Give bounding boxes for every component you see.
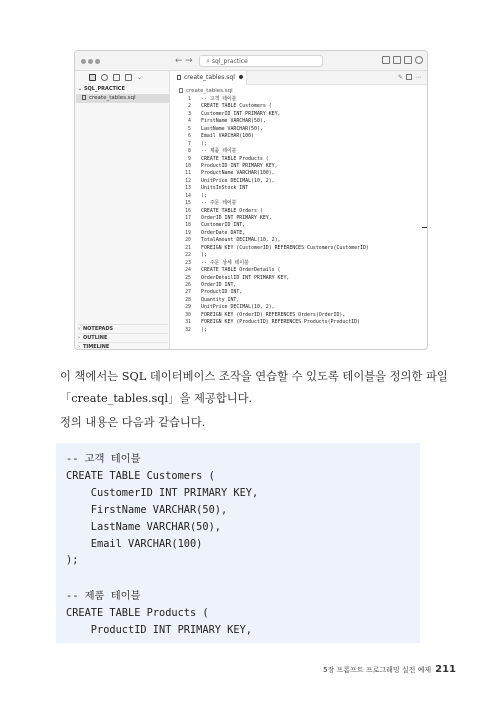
code-text: FirstName VARCHAR(50), <box>201 118 266 125</box>
code-text: OrderDate DATE, <box>201 229 246 236</box>
line-number: 2 <box>188 103 191 110</box>
code-text: TotalAmount DECIMAL(10, 2), <box>201 237 281 244</box>
scrollbar-marker[interactable] <box>422 227 427 228</box>
source-control-icon[interactable] <box>113 74 120 81</box>
code-line <box>173 260 423 267</box>
edit-pencil-icon[interactable]: ✎ <box>397 74 403 81</box>
editor-screenshot <box>74 50 428 350</box>
chevron-right-icon: › <box>78 326 80 332</box>
timeline-label: TIMELINE <box>83 344 110 350</box>
body-paragraph-line: 「create_tables.sql」을 제공합니다. <box>60 392 253 405</box>
activity-icons <box>89 74 142 81</box>
code-text: CREATE TABLE Products ( <box>201 155 269 162</box>
code-block-line: -- 제품 테이블 <box>66 590 141 602</box>
code-text: CustomerID INT PRIMARY KEY, <box>201 110 281 117</box>
explorer-sidebar <box>75 71 170 350</box>
code-block-line: ); <box>66 554 79 566</box>
line-number: 3 <box>188 110 191 117</box>
code-line <box>173 208 423 215</box>
code-text: FOREIGN KEY (CustomerID) REFERENCES Customers(CustomerID) <box>201 244 369 251</box>
file-icon <box>177 75 181 80</box>
line-number: 16 <box>185 207 191 214</box>
code-line <box>173 163 423 170</box>
code-line <box>173 275 423 282</box>
code-text: ProductName VARCHAR(100), <box>201 170 275 177</box>
line-number: 15 <box>185 200 191 207</box>
line-number: 11 <box>185 170 191 177</box>
code-block <box>56 443 420 643</box>
explorer-icon[interactable] <box>89 74 96 81</box>
line-number: 8 <box>188 148 191 155</box>
code-block-line: ProductID INT PRIMARY KEY, <box>66 624 252 636</box>
search-icon: ⌕ <box>206 57 210 65</box>
window-maximize-dot[interactable] <box>95 59 100 64</box>
line-number: 5 <box>188 125 191 132</box>
code-editor[interactable] <box>173 96 423 334</box>
page-number: 211 <box>435 664 456 675</box>
code-line <box>173 156 423 163</box>
code-line <box>173 96 423 103</box>
notepads-section[interactable] <box>78 324 168 333</box>
code-text: FOREIGN KEY (OrderID) REFERENCES Orders(OrderID), <box>201 311 346 318</box>
sidebar-file-item[interactable] <box>76 94 169 103</box>
notepads-label: NOTEPADS <box>83 326 114 332</box>
extensions-icon[interactable] <box>125 74 132 81</box>
code-text: -- 주문 테이블 <box>201 200 237 207</box>
code-text: UnitsInStock INT <box>201 185 249 192</box>
file-icon <box>179 88 183 93</box>
project-folder-label: SQL_PRACTICE <box>83 86 125 92</box>
line-number: 7 <box>188 140 191 147</box>
code-text: CREATE TABLE OrderDetails ( <box>201 267 281 274</box>
code-line <box>173 193 423 200</box>
code-block-line: -- 고객 테이블 <box>66 453 141 465</box>
code-text: OrderDetailID INT PRIMARY KEY, <box>201 274 290 281</box>
code-line <box>173 319 423 326</box>
editor-actions <box>398 74 421 82</box>
code-line <box>173 170 423 177</box>
code-line <box>173 126 423 133</box>
code-line <box>173 304 423 311</box>
code-block-line: FirstName VARCHAR(50), <box>66 504 228 516</box>
code-line <box>173 215 423 222</box>
line-number: 14 <box>185 192 191 199</box>
code-text: ProductID INT, <box>201 289 243 296</box>
line-number: 21 <box>185 244 191 251</box>
code-text: -- 주문 상세 테이블 <box>201 259 249 266</box>
code-line <box>173 327 423 334</box>
code-text: UnitPrice DECIMAL(10, 2), <box>201 177 275 184</box>
line-number: 6 <box>188 133 191 140</box>
outline-section[interactable] <box>78 333 168 342</box>
page-footer <box>323 664 456 676</box>
line-number: 1 <box>188 96 191 102</box>
chevron-right-icon: › <box>78 344 80 350</box>
code-text: LastName VARCHAR(50), <box>201 125 263 132</box>
toggle-panel-icon[interactable] <box>393 56 401 64</box>
line-number: 30 <box>185 311 191 318</box>
command-search-box[interactable] <box>199 55 323 67</box>
code-line <box>173 312 423 319</box>
search-view-icon[interactable] <box>101 74 108 81</box>
breadcrumb-label: create_tables.sql <box>186 88 233 94</box>
code-text: CustomerID INT, <box>201 222 246 229</box>
chevron-right-icon: › <box>78 335 80 341</box>
line-number: 29 <box>185 304 191 311</box>
code-line <box>173 289 423 296</box>
code-line <box>173 185 423 192</box>
forward-arrow-icon[interactable]: → <box>185 56 193 66</box>
back-arrow-icon[interactable]: ← <box>175 56 183 66</box>
tab-label: create_tables.sql <box>184 74 235 81</box>
code-line <box>173 237 423 244</box>
toggle-sidebar-icon[interactable] <box>382 56 390 64</box>
code-line <box>173 252 423 259</box>
code-line <box>173 245 423 252</box>
code-text: ); <box>201 192 207 199</box>
line-number: 23 <box>185 259 191 266</box>
outline-label: OUTLINE <box>83 335 108 341</box>
sidebar-file-label: create_tables.sql <box>89 95 136 101</box>
search-text: sql_practice <box>211 58 248 65</box>
line-number: 22 <box>185 252 191 259</box>
toggle-secondary-sidebar-icon[interactable] <box>404 56 412 64</box>
code-line <box>173 200 423 207</box>
code-text: OrderID INT PRIMARY KEY, <box>201 215 272 221</box>
body-paragraph-line: 이 책에서는 SQL 데이터베이스 조작을 연습할 수 있도록 테이블을 정의한 파일 <box>60 370 448 383</box>
more-actions-icon[interactable]: ⋯ <box>415 74 421 81</box>
layout-toolbar <box>382 56 423 64</box>
code-line <box>173 230 423 237</box>
project-folder[interactable]: ⌄ SQL_PRACTICE <box>78 86 125 92</box>
line-number: 24 <box>185 267 191 274</box>
code-text: Email VARCHAR(100) <box>201 133 254 140</box>
tab-create-tables[interactable] <box>171 71 247 85</box>
line-number: 10 <box>185 162 191 169</box>
line-number: 32 <box>185 326 191 333</box>
code-text: CREATE TABLE Customers ( <box>201 103 272 110</box>
code-text: Quantity INT, <box>201 296 240 303</box>
chapter-title: 5장 프롬프트 프로그래밍 실전 예제 <box>323 666 432 674</box>
file-icon <box>82 95 86 100</box>
line-number: 31 <box>185 319 191 326</box>
code-line <box>173 133 423 140</box>
window-minimize-dot[interactable] <box>88 59 93 64</box>
code-block-line: Email VARCHAR(100) <box>66 538 203 550</box>
code-line <box>173 111 423 118</box>
code-text: -- 고객 테이블 <box>201 96 237 102</box>
code-block-line: LastName VARCHAR(50), <box>66 521 221 533</box>
code-line <box>173 267 423 274</box>
line-number: 28 <box>185 296 191 303</box>
code-text: OrderID INT, <box>201 281 237 288</box>
code-text: ProductID INT PRIMARY KEY, <box>201 162 278 169</box>
code-line <box>173 222 423 229</box>
code-block-line: CustomerID INT PRIMARY KEY, <box>66 487 259 499</box>
code-text: -- 제품 테이블 <box>201 148 237 155</box>
body-paragraph: 정의 내용은 다음과 같습니다. <box>60 416 206 429</box>
code-line <box>173 297 423 304</box>
timeline-section[interactable] <box>78 342 168 350</box>
line-number: 12 <box>185 177 191 184</box>
code-text: ); <box>201 140 207 147</box>
line-number: 9 <box>188 155 191 162</box>
window-close-dot[interactable] <box>81 59 86 64</box>
line-number: 18 <box>185 222 191 229</box>
code-block-line: CREATE TABLE Products ( <box>66 607 209 619</box>
code-line <box>173 141 423 148</box>
line-number: 13 <box>185 185 191 192</box>
editor-tabbar <box>171 71 427 85</box>
line-number: 25 <box>185 274 191 281</box>
line-number: 19 <box>185 229 191 236</box>
code-block-line: CREATE TABLE Customers ( <box>66 470 215 482</box>
code-line <box>173 103 423 110</box>
line-number: 26 <box>185 281 191 288</box>
code-text: UnitPrice DECIMAL(10, 2), <box>201 304 275 311</box>
unsaved-dot-icon <box>239 75 243 79</box>
line-number: 27 <box>185 289 191 296</box>
code-text: FOREIGN KEY (ProductID) REFERENCES Products(ProductID) <box>201 319 360 326</box>
code-line <box>173 282 423 289</box>
code-text: ); <box>201 252 207 259</box>
code-line <box>173 148 423 155</box>
split-editor-icon[interactable] <box>406 74 412 80</box>
line-number: 17 <box>185 215 191 221</box>
chevron-down-icon[interactable]: ⌄ <box>137 74 143 81</box>
code-text: CREATE TABLE Orders ( <box>201 207 263 214</box>
window-titlebar <box>75 51 427 71</box>
breadcrumb[interactable] <box>179 87 233 95</box>
code-text: ); <box>201 326 207 333</box>
line-number: 4 <box>188 118 191 125</box>
code-line <box>173 118 423 125</box>
line-number: 20 <box>185 237 191 244</box>
code-line <box>173 178 423 185</box>
settings-gear-icon[interactable] <box>415 56 423 64</box>
